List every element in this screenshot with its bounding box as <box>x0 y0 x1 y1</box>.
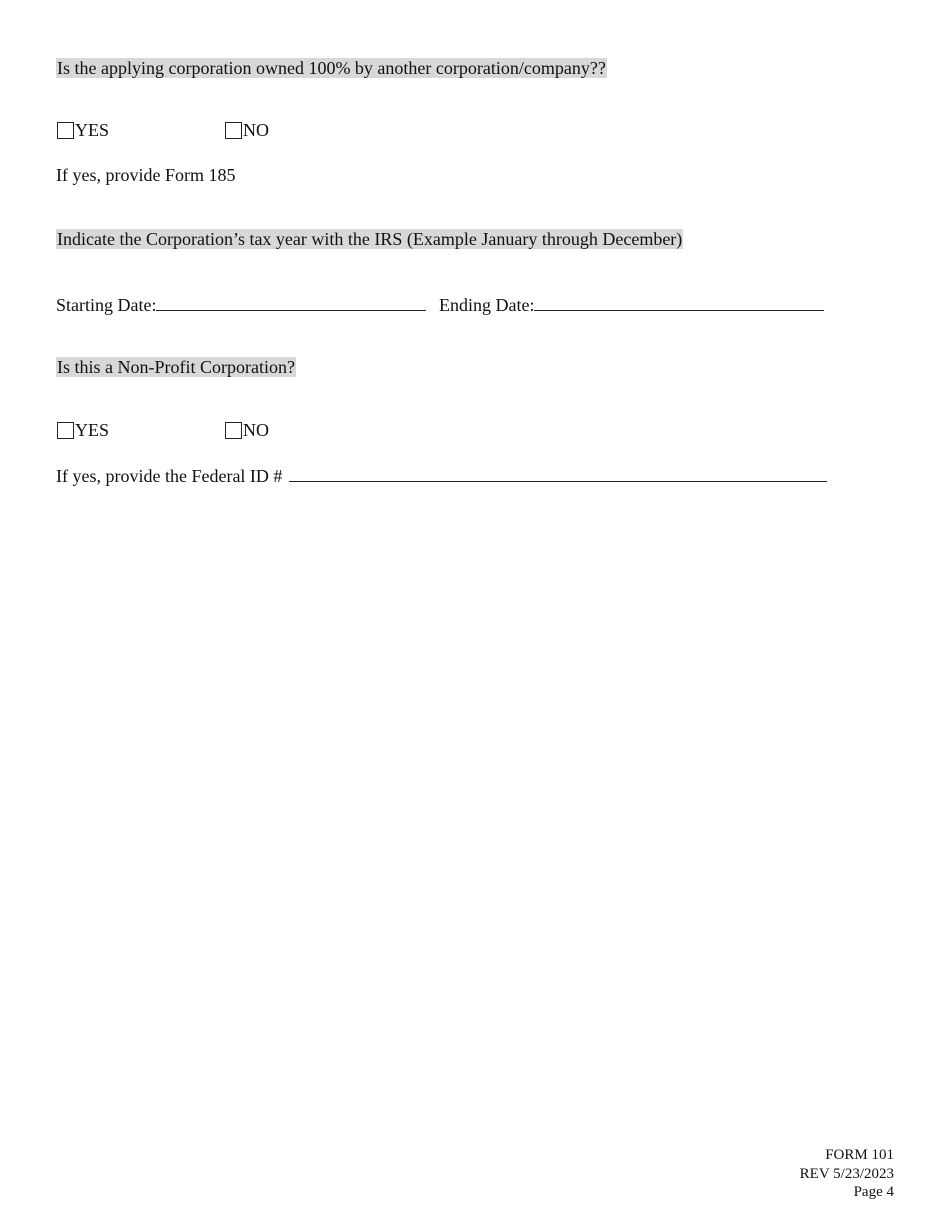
ending-date-field <box>439 292 824 316</box>
form-revision: REV 5/23/2023 <box>799 1165 894 1182</box>
non-profit-no-option[interactable] <box>225 420 269 441</box>
non-profit-yes-label: YES <box>75 420 110 440</box>
ownership-yes-label: YES <box>75 120 110 140</box>
ownership-no-checkbox[interactable] <box>225 122 242 139</box>
non-profit-question <box>56 356 296 378</box>
non-profit-question-text: Is this a Non-Profit Corporation? <box>57 357 295 377</box>
ownership-yes-checkbox[interactable] <box>57 122 74 139</box>
ownership-question-text: Is the applying corporation owned 100% by another corporation/company?? <box>57 58 606 78</box>
ownership-no-option[interactable] <box>225 120 269 141</box>
form-number: FORM 101 <box>825 1147 894 1163</box>
non-profit-yes-checkbox[interactable] <box>57 422 74 439</box>
non-profit-no-checkbox[interactable] <box>225 422 242 439</box>
ownership-no-label: NO <box>243 120 269 140</box>
federal-id-input[interactable] <box>289 463 827 482</box>
ownership-question <box>56 57 607 79</box>
form-footer <box>800 1146 894 1202</box>
ending-date-label: Ending Date: <box>439 295 535 315</box>
starting-date-input[interactable] <box>156 292 426 311</box>
page-number: Page 4 <box>853 1184 894 1200</box>
non-profit-no-label: NO <box>243 420 269 440</box>
federal-id-label: If yes, provide the Federal ID # <box>56 466 283 486</box>
tax-year-question <box>56 228 683 250</box>
ending-date-input[interactable] <box>534 292 824 311</box>
ownership-note: If yes, provide Form 185 <box>56 165 236 185</box>
ownership-yes-option[interactable] <box>57 120 109 141</box>
tax-year-question-text: Indicate the Corporation’s tax year with the IRS (Example January through December) <box>57 229 683 249</box>
non-profit-yes-option[interactable] <box>57 420 109 441</box>
starting-date-label: Starting Date: <box>56 295 157 315</box>
starting-date-field <box>56 292 426 316</box>
federal-id-field <box>56 463 827 487</box>
